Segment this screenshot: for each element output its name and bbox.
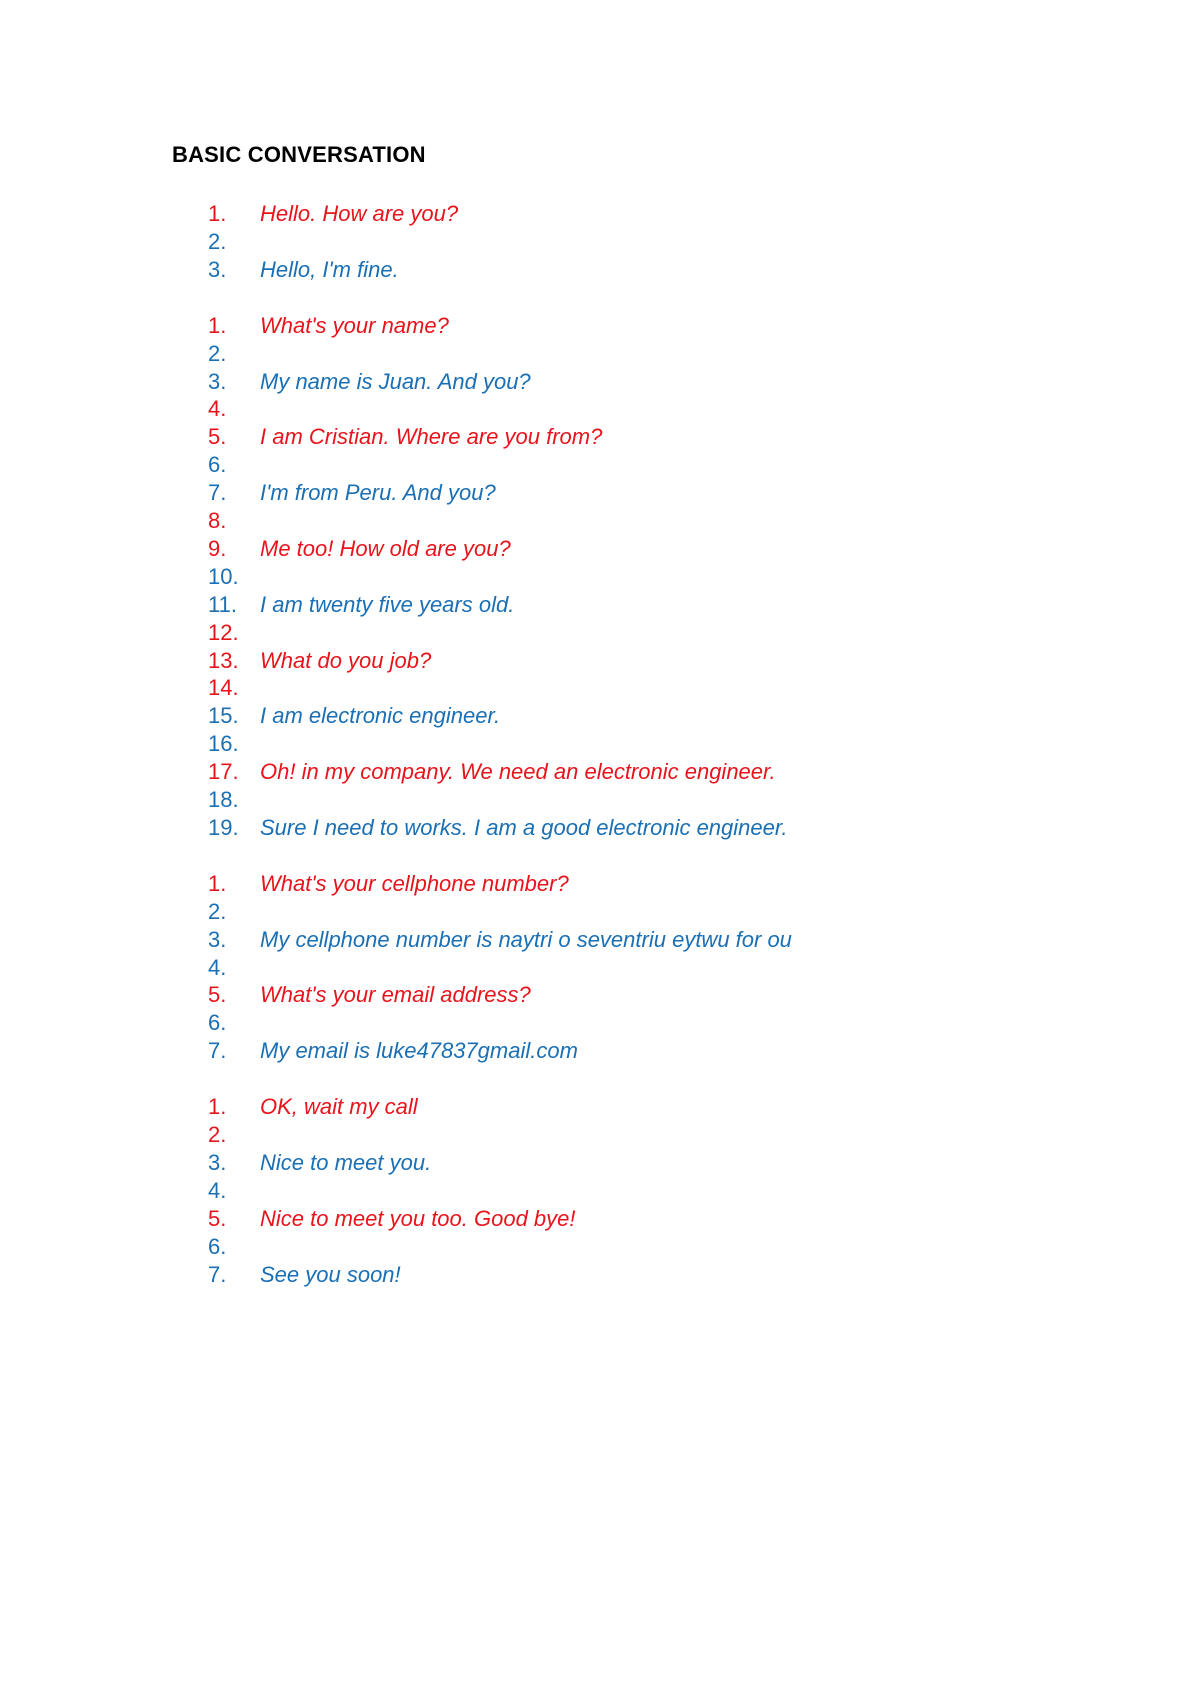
line-text: What's your cellphone number? [260, 870, 569, 896]
line-number: 2. [208, 340, 227, 366]
line-number: 9. [208, 535, 227, 561]
line-number: 7. [208, 1261, 227, 1287]
line-number: 1. [208, 870, 227, 896]
line-number: 7. [208, 480, 227, 506]
line-number: 18. [208, 787, 239, 812]
line-number: 10. [208, 563, 239, 589]
line-number: 8. [208, 508, 227, 533]
line-text: Nice to meet you. [260, 1149, 432, 1175]
line-text: Sure I need to works. I am a good electronic engineer. [260, 814, 788, 840]
line-number: 2. [208, 228, 227, 254]
line-number: 11. [208, 591, 237, 617]
line-number: 2. [208, 1122, 227, 1147]
line-number: 2. [208, 898, 227, 924]
line-text: Hello. How are you? [260, 201, 459, 226]
line-number: 12. [208, 619, 239, 645]
line-text: My cellphone number is naytri o seventriu eytwu for ou [260, 926, 792, 952]
line-text: My name is Juan. And you? [260, 368, 531, 394]
line-text: What's your email address? [260, 982, 531, 1008]
line-text: Nice to meet you too. Good bye! [260, 1205, 576, 1231]
line-text: My email is luke47837gmail.com [260, 1038, 578, 1064]
line-number: 6. [208, 1010, 227, 1036]
line-number: 6. [208, 1233, 227, 1259]
line-number: 16. [208, 731, 239, 757]
line-text: I am twenty five years old. [260, 591, 515, 617]
line-number: 4. [208, 1177, 227, 1203]
line-number: 4. [208, 396, 227, 422]
line-text: Me too! How old are you? [260, 535, 511, 561]
line-number: 15. [208, 703, 239, 729]
line-number: 19. [208, 814, 239, 840]
line-text: OK, wait my call [260, 1094, 418, 1120]
line-number: 17. [208, 759, 239, 785]
line-text: What's your name? [260, 312, 449, 338]
line-text: What do you job? [260, 647, 432, 673]
line-number: 5. [208, 982, 227, 1008]
line-number: 3. [208, 1149, 227, 1175]
line-text: See you soon! [260, 1261, 401, 1287]
line-number: 7. [208, 1038, 227, 1064]
line-number: 5. [208, 1205, 227, 1231]
line-text: I am electronic engineer. [260, 703, 501, 729]
line-number: 4. [208, 954, 227, 980]
document-title: BASIC CONVERSATION [172, 142, 426, 167]
line-number: 1. [208, 1094, 227, 1120]
line-number: 14. [208, 675, 239, 701]
line-number: 3. [208, 926, 227, 952]
line-number: 5. [208, 424, 227, 450]
line-number: 1. [208, 312, 227, 338]
line-number: 1. [208, 201, 227, 226]
line-text: I am Cristian. Where are you from? [260, 424, 603, 450]
line-text: Hello, I'm fine. [260, 256, 399, 282]
line-number: 3. [208, 256, 227, 282]
line-text: I'm from Peru. And you? [260, 480, 496, 506]
line-number: 6. [208, 452, 227, 478]
line-text: Oh! in my company. We need an electronic engineer. [260, 759, 776, 785]
line-number: 13. [208, 647, 239, 673]
line-number: 3. [208, 368, 227, 394]
